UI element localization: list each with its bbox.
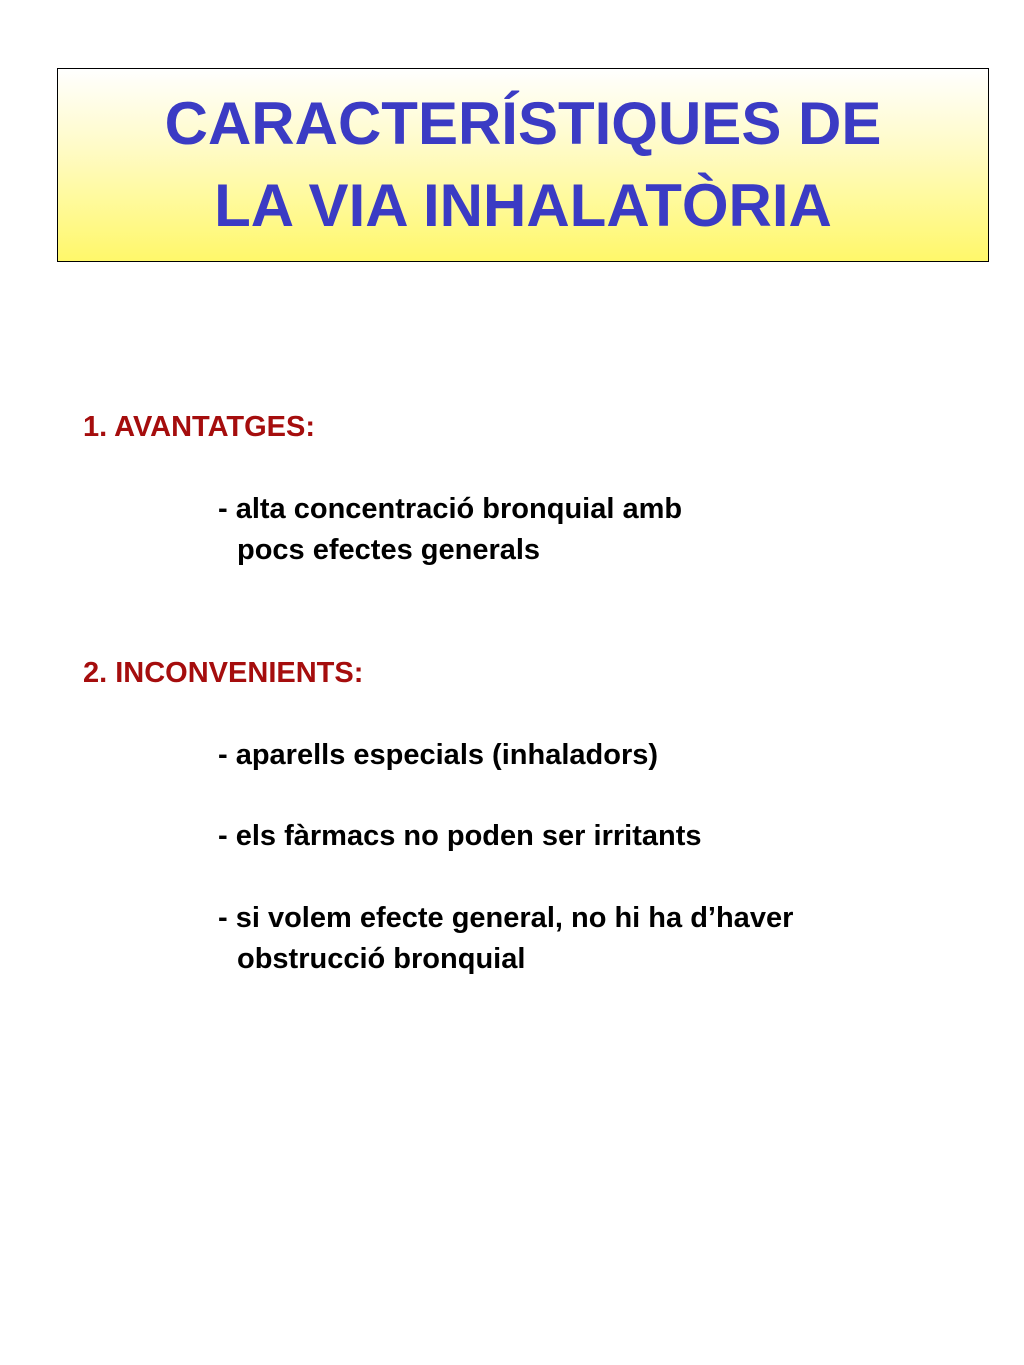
list-item bbox=[218, 816, 701, 857]
title-box bbox=[57, 68, 989, 262]
list-item bbox=[218, 489, 682, 571]
list-item-line: - si volem efecte general, no hi ha d’haver bbox=[218, 902, 794, 934]
slide-title-line-1: CARACTERÍSTIQUES DE bbox=[164, 90, 882, 157]
list-item-line: - alta concentració bronquial amb bbox=[218, 493, 683, 525]
list-item-line: - els fàrmacs no poden ser irritants bbox=[218, 820, 702, 852]
section-heading-avantatges: 1. AVANTATGES: bbox=[83, 411, 315, 443]
list-item-line: - aparells especials (inhaladors) bbox=[218, 739, 659, 771]
section-heading-inconvenients: 2. INCONVENIENTS: bbox=[83, 657, 364, 689]
list-item bbox=[218, 735, 658, 776]
slide-title-line-2: LA VIA INHALATÒRIA bbox=[214, 172, 832, 239]
list-item-continuation: obstrucció bronquial bbox=[237, 943, 526, 975]
list-item-continuation: pocs efectes generals bbox=[237, 534, 541, 566]
list-item bbox=[218, 898, 793, 980]
